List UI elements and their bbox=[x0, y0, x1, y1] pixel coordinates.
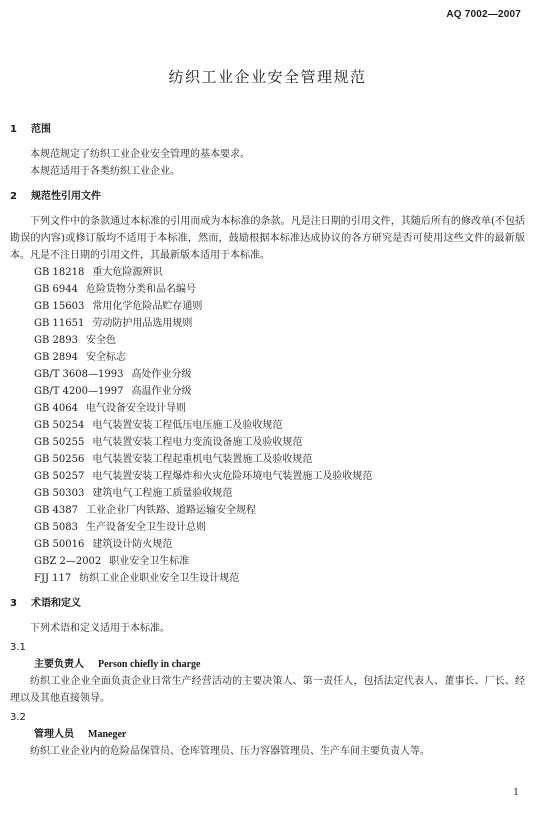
reference-title: 建筑电气工程施工质量验收规范 bbox=[92, 488, 233, 499]
reference-item bbox=[10, 451, 525, 468]
reference-code: GB 15603 bbox=[34, 301, 85, 312]
document-title: 纺织工业企业安全管理规范 bbox=[168, 68, 367, 86]
reference-title: 电气装置安装工程低压电压施工及验收规范 bbox=[92, 420, 283, 431]
section-heading-scope bbox=[10, 121, 525, 138]
reference-item bbox=[10, 383, 525, 400]
reference-code: GB 50256 bbox=[34, 454, 85, 465]
reference-item bbox=[10, 536, 525, 553]
reference-code: FJJ 117 bbox=[34, 573, 72, 584]
term-english: Person chiefly in charge bbox=[98, 659, 201, 670]
reference-item bbox=[10, 332, 525, 349]
reference-code: GB 6944 bbox=[34, 284, 78, 295]
term-heading bbox=[10, 726, 525, 743]
term-definition: 纺织工业企业全面负责企业日常生产经营活动的主要决策人、第一责任人，包括法定代表人、董事长、厂长、经理以及其他直接领导。 bbox=[10, 676, 525, 704]
section-title: 术语和定义 bbox=[31, 598, 81, 609]
reference-title: 电气设备安全设计导则 bbox=[85, 403, 186, 414]
reference-code: GB 50016 bbox=[34, 539, 85, 550]
reference-title: 常用化学危险品贮存通则 bbox=[92, 301, 203, 312]
reference-title: 劳动防护用品选用规则 bbox=[92, 318, 193, 329]
reference-title: 重大危险源辨识 bbox=[92, 267, 163, 278]
section-title: 范围 bbox=[31, 124, 51, 135]
reference-title: 安全色 bbox=[85, 335, 116, 346]
reference-item bbox=[10, 281, 525, 298]
reference-code: GB 18218 bbox=[34, 267, 85, 278]
reference-code: GB 4387 bbox=[34, 505, 78, 516]
reference-item bbox=[10, 553, 525, 570]
reference-code: GB/T 4200—1997 bbox=[34, 386, 124, 397]
reference-item bbox=[10, 315, 525, 332]
section-number: 3 bbox=[10, 598, 17, 609]
reference-item bbox=[10, 400, 525, 417]
term-chinese: 管理人员 bbox=[34, 729, 74, 740]
reference-title: 工业企业厂内铁路、道路运输安全规程 bbox=[85, 505, 256, 516]
paragraph: 下列文件中的条款通过本标准的引用而成为本标准的条款。凡是注日期的引用文件，其随后所有的修改单(不包括勘误的内容)或修订版均不适用于本标准，然而，鼓励根据本标准达成协议的各方研究是否可使用这些文件的最新版本。凡是不注日期的引用文件，其最新版本适用于本标准。 bbox=[10, 216, 525, 261]
reference-item bbox=[10, 264, 525, 281]
reference-item bbox=[10, 570, 525, 587]
section-number: 2 bbox=[10, 191, 17, 202]
reference-title: 高处作业分级 bbox=[131, 369, 192, 380]
reference-title: 建筑设计防火规范 bbox=[92, 539, 173, 550]
reference-item bbox=[10, 349, 525, 366]
reference-code: GB 50254 bbox=[34, 420, 85, 431]
reference-code: GB 2894 bbox=[34, 352, 78, 363]
reference-item bbox=[10, 485, 525, 502]
reference-title: 电气装置安装工程起重机电气装置施工及验收规范 bbox=[92, 454, 313, 465]
reference-code: GB/T 3608—1993 bbox=[34, 369, 124, 380]
reference-title: 电气装置安装工程爆炸和火灾危险环境电气装置施工及验收规范 bbox=[92, 471, 373, 482]
reference-title: 安全标志 bbox=[85, 352, 126, 363]
reference-item bbox=[10, 298, 525, 315]
page-number: 1 bbox=[513, 788, 519, 798]
paragraph: 本规范规定了纺织工业企业安全管理的基本要求。 bbox=[30, 149, 250, 160]
reference-item bbox=[10, 417, 525, 434]
reference-code: GB 4064 bbox=[34, 403, 78, 414]
reference-code: GB 5083 bbox=[34, 522, 78, 533]
reference-title: 职业安全卫生标准 bbox=[109, 556, 190, 567]
reference-title: 高温作业分级 bbox=[131, 386, 192, 397]
term-heading bbox=[10, 656, 525, 673]
term-english: Maneger bbox=[88, 729, 127, 740]
document-body bbox=[10, 121, 525, 760]
term-number: 3.1 bbox=[10, 642, 26, 653]
term-definition: 纺织工业企业内的危险品保管员、仓库管理员、压力容器管理员、生产车间主要负责人等。 bbox=[30, 746, 430, 757]
reference-item bbox=[10, 502, 525, 519]
reference-item bbox=[10, 519, 525, 536]
reference-item bbox=[10, 434, 525, 451]
reference-item bbox=[10, 366, 525, 383]
term-chinese: 主要负责人 bbox=[34, 659, 84, 670]
reference-title: 生产设备安全卫生设计总则 bbox=[85, 522, 206, 533]
reference-code: GB 50303 bbox=[34, 488, 85, 499]
section-heading-normative-references bbox=[10, 188, 525, 205]
paragraph: 下列术语和定义适用于本标准。 bbox=[30, 623, 170, 634]
reference-title: 电气装置安装工程电力变流设备施工及验收规范 bbox=[92, 437, 303, 448]
paragraph: 本规范适用于各类纺织工业企业。 bbox=[30, 166, 180, 177]
reference-title: 危险货物分类和品名编号 bbox=[85, 284, 196, 295]
reference-code: GB 50257 bbox=[34, 471, 85, 482]
reference-code: GBZ 2—2002 bbox=[34, 556, 102, 567]
term-number: 3.2 bbox=[10, 712, 26, 723]
section-title: 规范性引用文件 bbox=[31, 191, 101, 202]
standard-code: AQ 7002—2007 bbox=[446, 9, 521, 20]
section-number: 1 bbox=[10, 124, 17, 135]
reference-list bbox=[10, 264, 525, 587]
section-heading-terms-definitions bbox=[10, 595, 525, 612]
reference-code: GB 11651 bbox=[34, 318, 85, 329]
reference-code: GB 2893 bbox=[34, 335, 78, 346]
reference-item bbox=[10, 468, 525, 485]
reference-code: GB 50255 bbox=[34, 437, 85, 448]
reference-title: 纺织工业企业职业安全卫生设计规范 bbox=[79, 573, 240, 584]
